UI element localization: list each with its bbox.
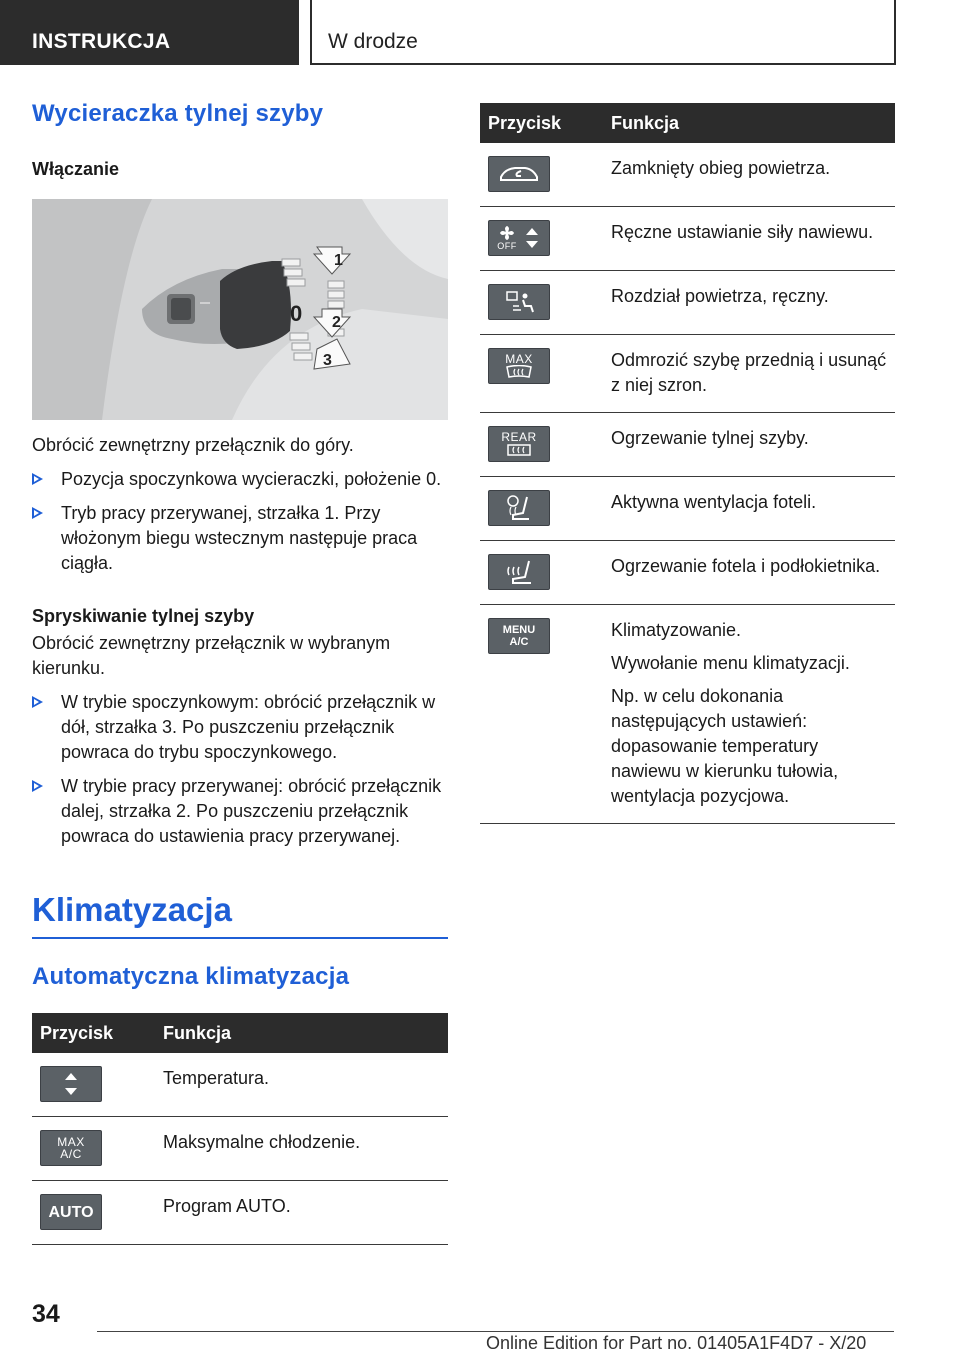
function-text: Maksymalne chłodzenie. [155, 1117, 448, 1181]
function-text: Klimatyzowanie. [611, 620, 742, 640]
function-text: Temperatura. [155, 1053, 448, 1117]
function-text: Program AUTO. [155, 1181, 448, 1245]
col-header-button: Przycisk [32, 1013, 155, 1053]
function-text: Odmrozić szybę przednią i usunąć z niej szron. [603, 335, 895, 413]
climate-subtitle: Automatyczna klimatyzacja [32, 963, 350, 990]
table-row [480, 541, 895, 605]
function-text: Aktywna wentylacja foteli. [603, 477, 895, 541]
figure-label-3: 3 [323, 352, 332, 369]
table-row [480, 335, 895, 413]
climate-title: Klimatyzacja [32, 891, 448, 939]
col-header-button: Przycisk [480, 103, 603, 143]
list-item: Pozycja spoczynkowa wycieraczki, położenie 0. [32, 467, 448, 492]
function-text: Np. w celu dokonania następujących ustawień: dopasowanie temperatury nawiewu w kierunku tułowia, wentylacja pozycjowa. [611, 686, 839, 806]
table-row [32, 1053, 448, 1117]
wiper-lever-illustration [32, 199, 448, 420]
col-header-function: Funkcja [603, 103, 895, 143]
table-row [480, 477, 895, 541]
temperature-arrows-icon [40, 1066, 102, 1102]
max-ac-icon: MAX A/C [40, 1130, 102, 1166]
fan-speed-icon: OFF [488, 220, 550, 256]
wiper-title: Wycieraczka tylnej szyby [32, 100, 324, 127]
recirculation-icon [488, 156, 550, 192]
function-text: Rozdział powietrza, ręczny. [603, 271, 895, 335]
triangle-bullet-icon [32, 473, 43, 485]
seat-ventilation-icon [488, 490, 550, 526]
wiper-lever-figure [32, 199, 448, 420]
list-item: W trybie spoczynkowym: obrócić przełącznik w dół, strzałka 3. Po puszczeniu przełącznik powraca do trybu spoczynkowego. [32, 690, 448, 765]
table-row [480, 207, 895, 271]
list-item: W trybie pracy przerywanej: obrócić przełącznik dalej, strzałka 2. Po puszczeniu przełącznik powraca do ustawienia pracy przerywanej. [32, 774, 448, 849]
switch-on-list [32, 467, 448, 576]
air-distribution-icon [488, 284, 550, 320]
washer-heading: Spryskiwanie tylnej szyby [32, 606, 255, 626]
table-row [32, 1181, 448, 1245]
footer-divider [97, 1331, 894, 1332]
seat-heating-icon [488, 554, 550, 590]
list-item: Tryb pracy przerywanej, strzałka 1. Przy włożonym biegu wstecznym następuje praca ciągła. [32, 501, 448, 576]
page-number: 34 [32, 1300, 60, 1328]
rear-defrost-icon: REAR [488, 426, 550, 462]
washer-intro: Obrócić zewnętrzny przełącznik w wybranym kierunku. [32, 633, 391, 678]
triangle-bullet-icon [32, 507, 43, 519]
header-section-tab [0, 0, 299, 65]
table-row [480, 413, 895, 477]
climate-buttons-table-right [480, 103, 895, 824]
function-text: Wywołanie menu klimatyzacji. [611, 653, 850, 673]
max-defrost-icon: MAX [488, 348, 550, 384]
table-row [480, 605, 895, 824]
col-header-function: Funkcja [155, 1013, 448, 1053]
function-text: Ogrzewanie fotela i podłokietnika. [603, 541, 895, 605]
figure-label-0: 0 [290, 301, 303, 326]
menu-ac-icon: MENU A/C [488, 618, 550, 654]
function-text: Ogrzewanie tylnej szyby. [603, 413, 895, 477]
table-row [480, 271, 895, 335]
table-row [480, 143, 895, 207]
auto-icon: AUTO [40, 1194, 102, 1230]
switch-on-heading: Włączanie [32, 159, 120, 179]
climate-buttons-table-left [32, 1013, 448, 1245]
function-text: Zamknięty obieg powietrza. [603, 143, 895, 207]
right-column [480, 103, 895, 824]
triangle-bullet-icon [32, 696, 43, 708]
header-section-label: INSTRUKCJA [32, 30, 171, 53]
header-chapter-label: W drodze [328, 30, 418, 53]
footer-edition: Online Edition for Part no. 01405A1F4D7 - X/20 [486, 1333, 867, 1353]
washer-list [32, 690, 448, 849]
function-text: Ręczne ustawianie siły nawiewu. [603, 207, 895, 271]
table-row [32, 1117, 448, 1181]
figure-label-2: 2 [332, 314, 341, 331]
switch-on-intro: Obrócić zewnętrzny przełącznik do góry. [32, 435, 354, 455]
header-chapter-box [310, 0, 896, 65]
figure-label-1: 1 [334, 252, 343, 269]
triangle-bullet-icon [32, 780, 43, 792]
left-column [32, 100, 448, 1245]
